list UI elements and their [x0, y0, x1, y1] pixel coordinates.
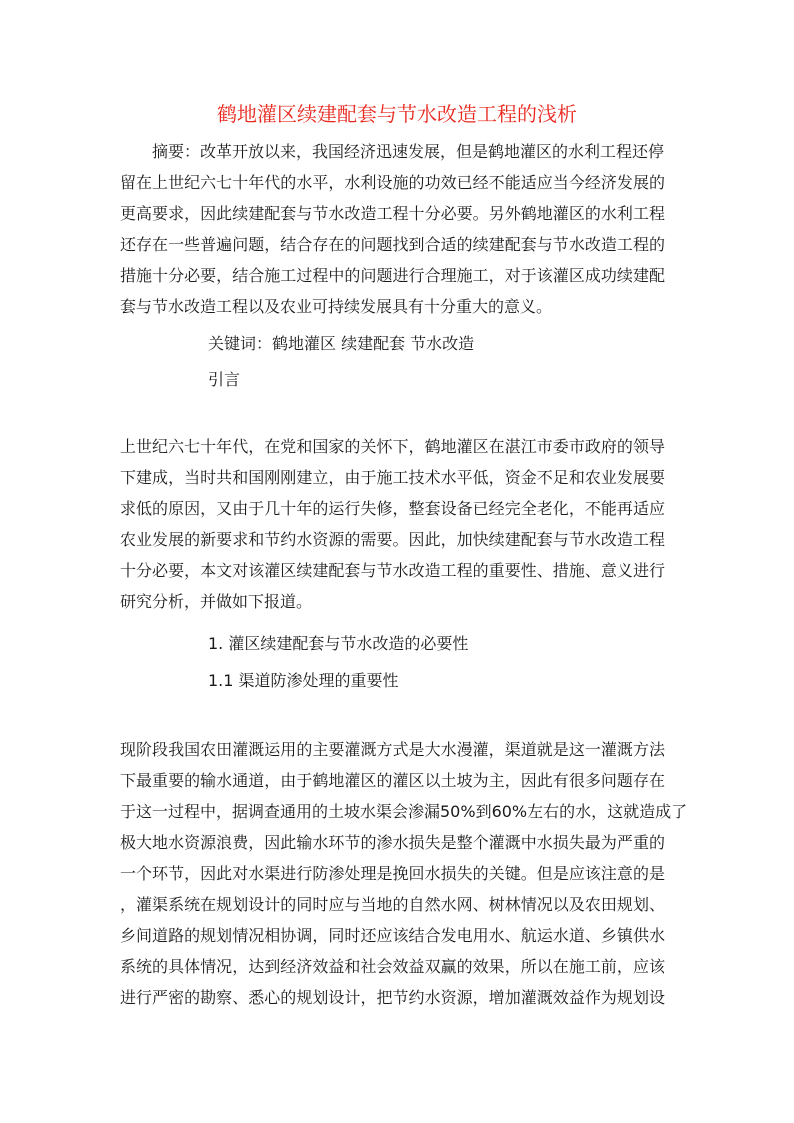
abstract-line: 还存在一些普遍问题，结合存在的问题找到合适的续建配套与节水改造工程的 — [120, 235, 665, 254]
abstract-line: 措施十分必要，结合施工过程中的问题进行合理施工，对于该灌区成功续建配 — [120, 266, 665, 285]
abstract-line: 摘要：改革开放以来，我国经济迅速发展，但是鹤地灌区的水利工程还停 — [152, 142, 665, 161]
abstract-line: 留在上世纪六七十年代的水平，水利设施的功效已经不能适应当今经济发展的 — [120, 173, 665, 192]
keywords: 关键词：鹤地灌区 续建配套 节水改造 — [208, 334, 475, 353]
intro-line: 求低的原因，又由于几十年的运行失修，整套设备已经完全老化，不能再适应 — [120, 499, 665, 518]
body-line: 一个环节，因此对水渠进行防渗处理是挽回水损失的关键。但是应该注意的是 — [120, 864, 665, 883]
intro-line: 研究分析，并做如下报道。 — [120, 592, 313, 611]
intro-line: 十分必要，本文对该灌区续建配套与节水改造工程的重要性、措施、意义进行 — [120, 561, 665, 580]
body-line: 系统的具体情况，达到经济效益和社会效益双赢的效果，所以在施工前，应该 — [120, 957, 665, 976]
body-line: 极大地水资源浪费，因此输水环节的渗水损失是整个灌溉中水损失最为严重的 — [120, 833, 665, 852]
intro-line: 农业发展的新要求和节约水资源的需要。因此，加快续建配套与节水改造工程 — [120, 530, 665, 549]
body-line: 于这一过程中，据调查通用的土坡水渠会渗漏50%到60%左右的水，这就造成了 — [120, 802, 688, 821]
body-line: 进行严密的勘察、悉心的规划设计，把节约水资源，增加灌溉效益作为规划设 — [120, 988, 665, 1007]
document-title: 鹤地灌区续建配套与节水改造工程的浅析 — [217, 102, 577, 126]
section-heading: 1. 灌区续建配套与节水改造的必要性 — [208, 634, 469, 653]
body-line: 乡间道路的规划情况相协调，同时还应该结合发电用水、航运水道、乡镇供水 — [120, 926, 665, 945]
intro-line: 上世纪六七十年代，在党和国家的关怀下，鹤地灌区在湛江市委市政府的领导 — [120, 437, 665, 456]
subsection-heading: 1.1 渠道防渗处理的重要性 — [208, 671, 399, 690]
intro-line: 下建成，当时共和国刚刚建立，由于施工技术水平低，资金不足和农业发展要 — [120, 468, 665, 487]
body-line: ，灌渠系统在规划设计的同时应与当地的自然水网、树林情况以及农田规划、 — [120, 895, 665, 914]
intro-heading: 引言 — [208, 370, 241, 389]
body-line: 下最重要的输水通道，由于鹤地灌区的灌区以土坡为主，因此有很多问题存在 — [120, 771, 665, 790]
body-line: 现阶段我国农田灌溉运用的主要灌溉方式是大水漫灌，渠道就是这一灌溉方法 — [120, 740, 665, 759]
abstract-line: 套与节水改造工程以及农业可持续发展具有十分重大的意义。 — [120, 297, 553, 316]
abstract-line: 更高要求，因此续建配套与节水改造工程十分必要。另外鹤地灌区的水利工程 — [120, 204, 665, 223]
